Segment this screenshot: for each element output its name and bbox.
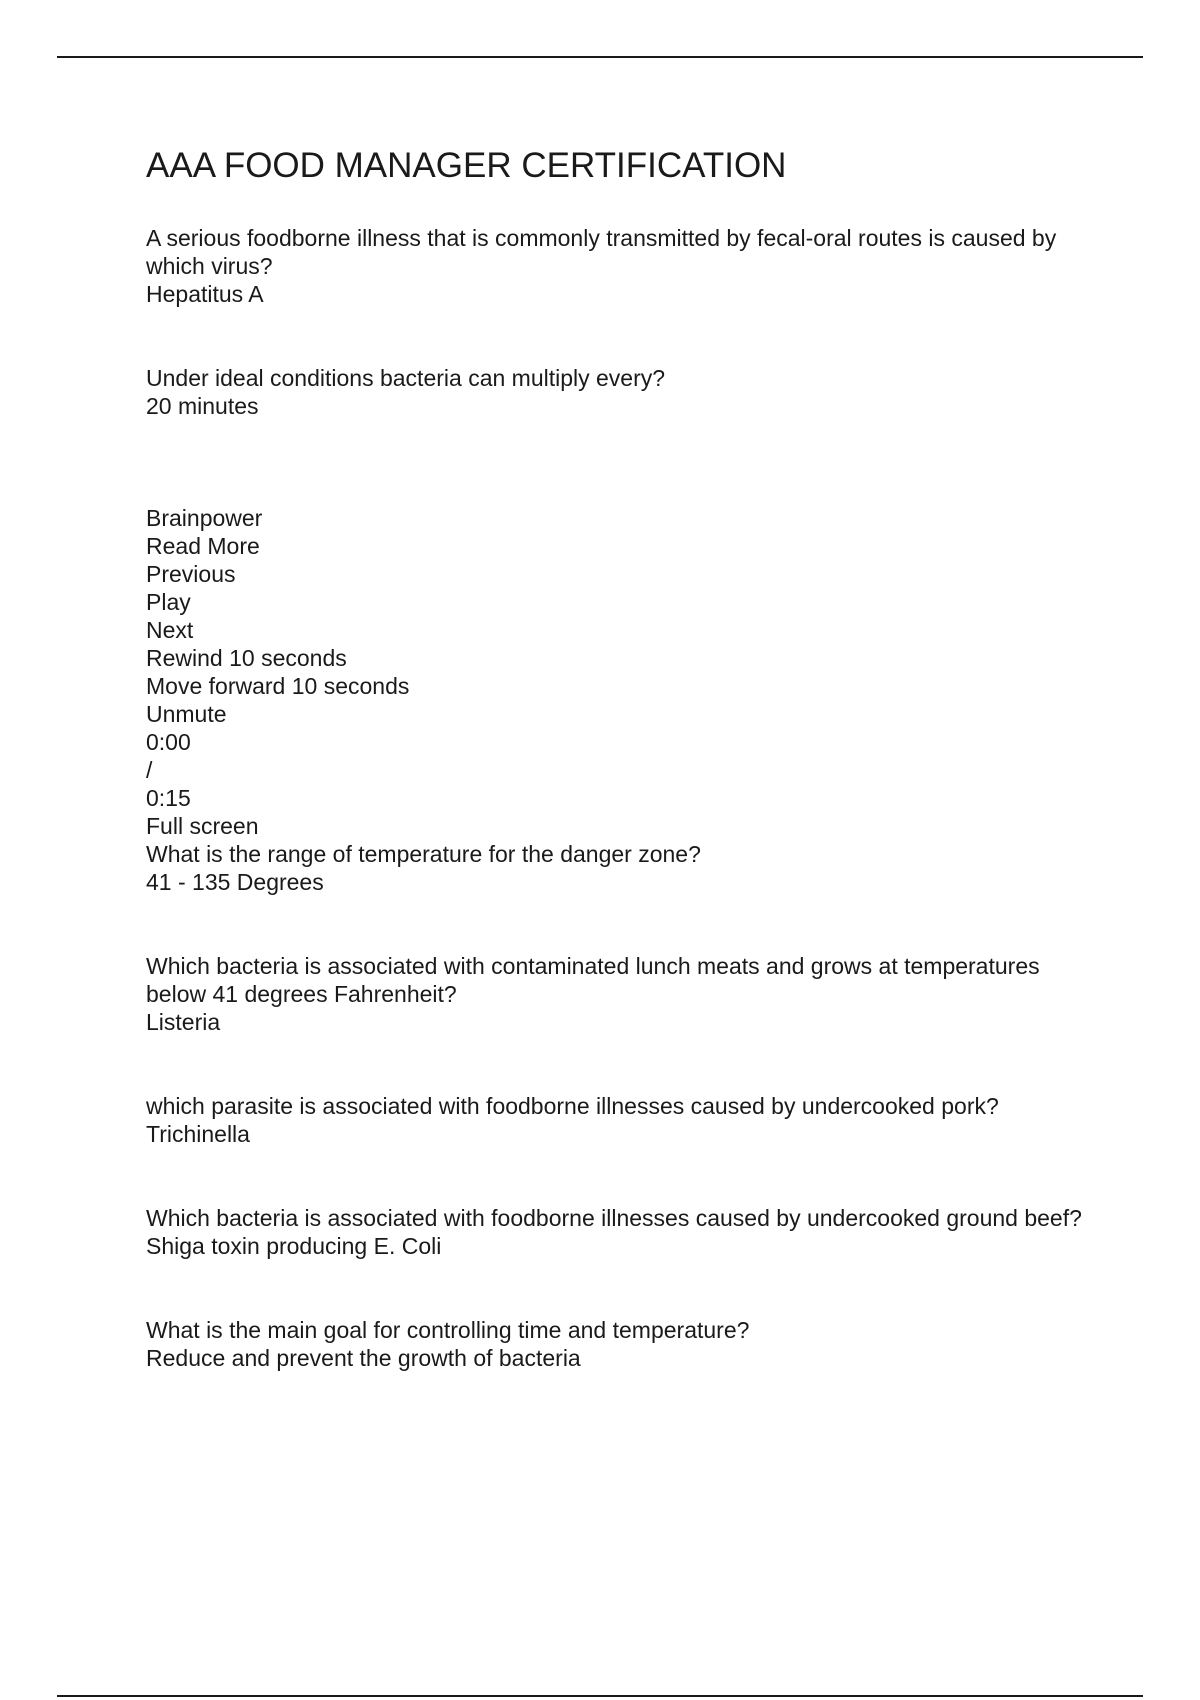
question-text: Which bacteria is associated with contaminated lunch meats and grows at temperatures below 41 degrees Fahrenheit? xyxy=(146,953,1046,1007)
qa-item xyxy=(146,364,1096,420)
bottom-divider xyxy=(57,1695,1143,1697)
next-button[interactable]: Next xyxy=(146,617,194,643)
read-more-link[interactable]: Read More xyxy=(146,533,260,559)
answer-text: Hepatitus A xyxy=(146,281,264,307)
time-separator: / xyxy=(146,757,153,783)
question-text: A serious foodborne illness that is commonly transmitted by fecal-oral routes is caused by which virus? xyxy=(146,225,1063,279)
qa-item xyxy=(146,952,1096,1036)
qa-item xyxy=(146,1316,1096,1372)
answer-text: Trichinella xyxy=(146,1121,250,1147)
answer-text: Listeria xyxy=(146,1009,221,1035)
question-text: Which bacteria is associated with foodborne illnesses caused by undercooked ground beef? xyxy=(146,1205,1082,1231)
qa-item xyxy=(146,1204,1096,1260)
question-text: What is the range of temperature for the danger zone? xyxy=(146,841,701,867)
answer-text: Shiga toxin producing E. Coli xyxy=(146,1233,442,1259)
play-button[interactable]: Play xyxy=(146,589,191,615)
question-text: Under ideal conditions bacteria can multiply every? xyxy=(146,365,666,391)
previous-button[interactable]: Previous xyxy=(146,561,236,587)
current-time: 0:00 xyxy=(146,729,191,755)
qa-item xyxy=(146,1092,1096,1148)
page-title: AAA FOOD MANAGER CERTIFICATION xyxy=(146,146,787,185)
fullscreen-button[interactable]: Full screen xyxy=(146,813,259,839)
player-brand: Brainpower xyxy=(146,505,263,531)
rewind-button[interactable]: Rewind 10 seconds xyxy=(146,645,347,671)
top-divider xyxy=(57,56,1143,58)
answer-text: 41 - 135 Degrees xyxy=(146,869,324,895)
qa-item xyxy=(146,224,1096,308)
answer-text: 20 minutes xyxy=(146,393,259,419)
video-player-text xyxy=(146,504,1096,840)
forward-button[interactable]: Move forward 10 seconds xyxy=(146,673,410,699)
question-text: which parasite is associated with foodborne illnesses caused by undercooked pork? xyxy=(146,1093,999,1119)
document-body xyxy=(146,138,1096,1372)
qa-item xyxy=(146,840,1096,896)
answer-text: Reduce and prevent the growth of bacteria xyxy=(146,1345,581,1371)
unmute-button[interactable]: Unmute xyxy=(146,701,227,727)
duration: 0:15 xyxy=(146,785,191,811)
question-text: What is the main goal for controlling time and temperature? xyxy=(146,1317,750,1343)
